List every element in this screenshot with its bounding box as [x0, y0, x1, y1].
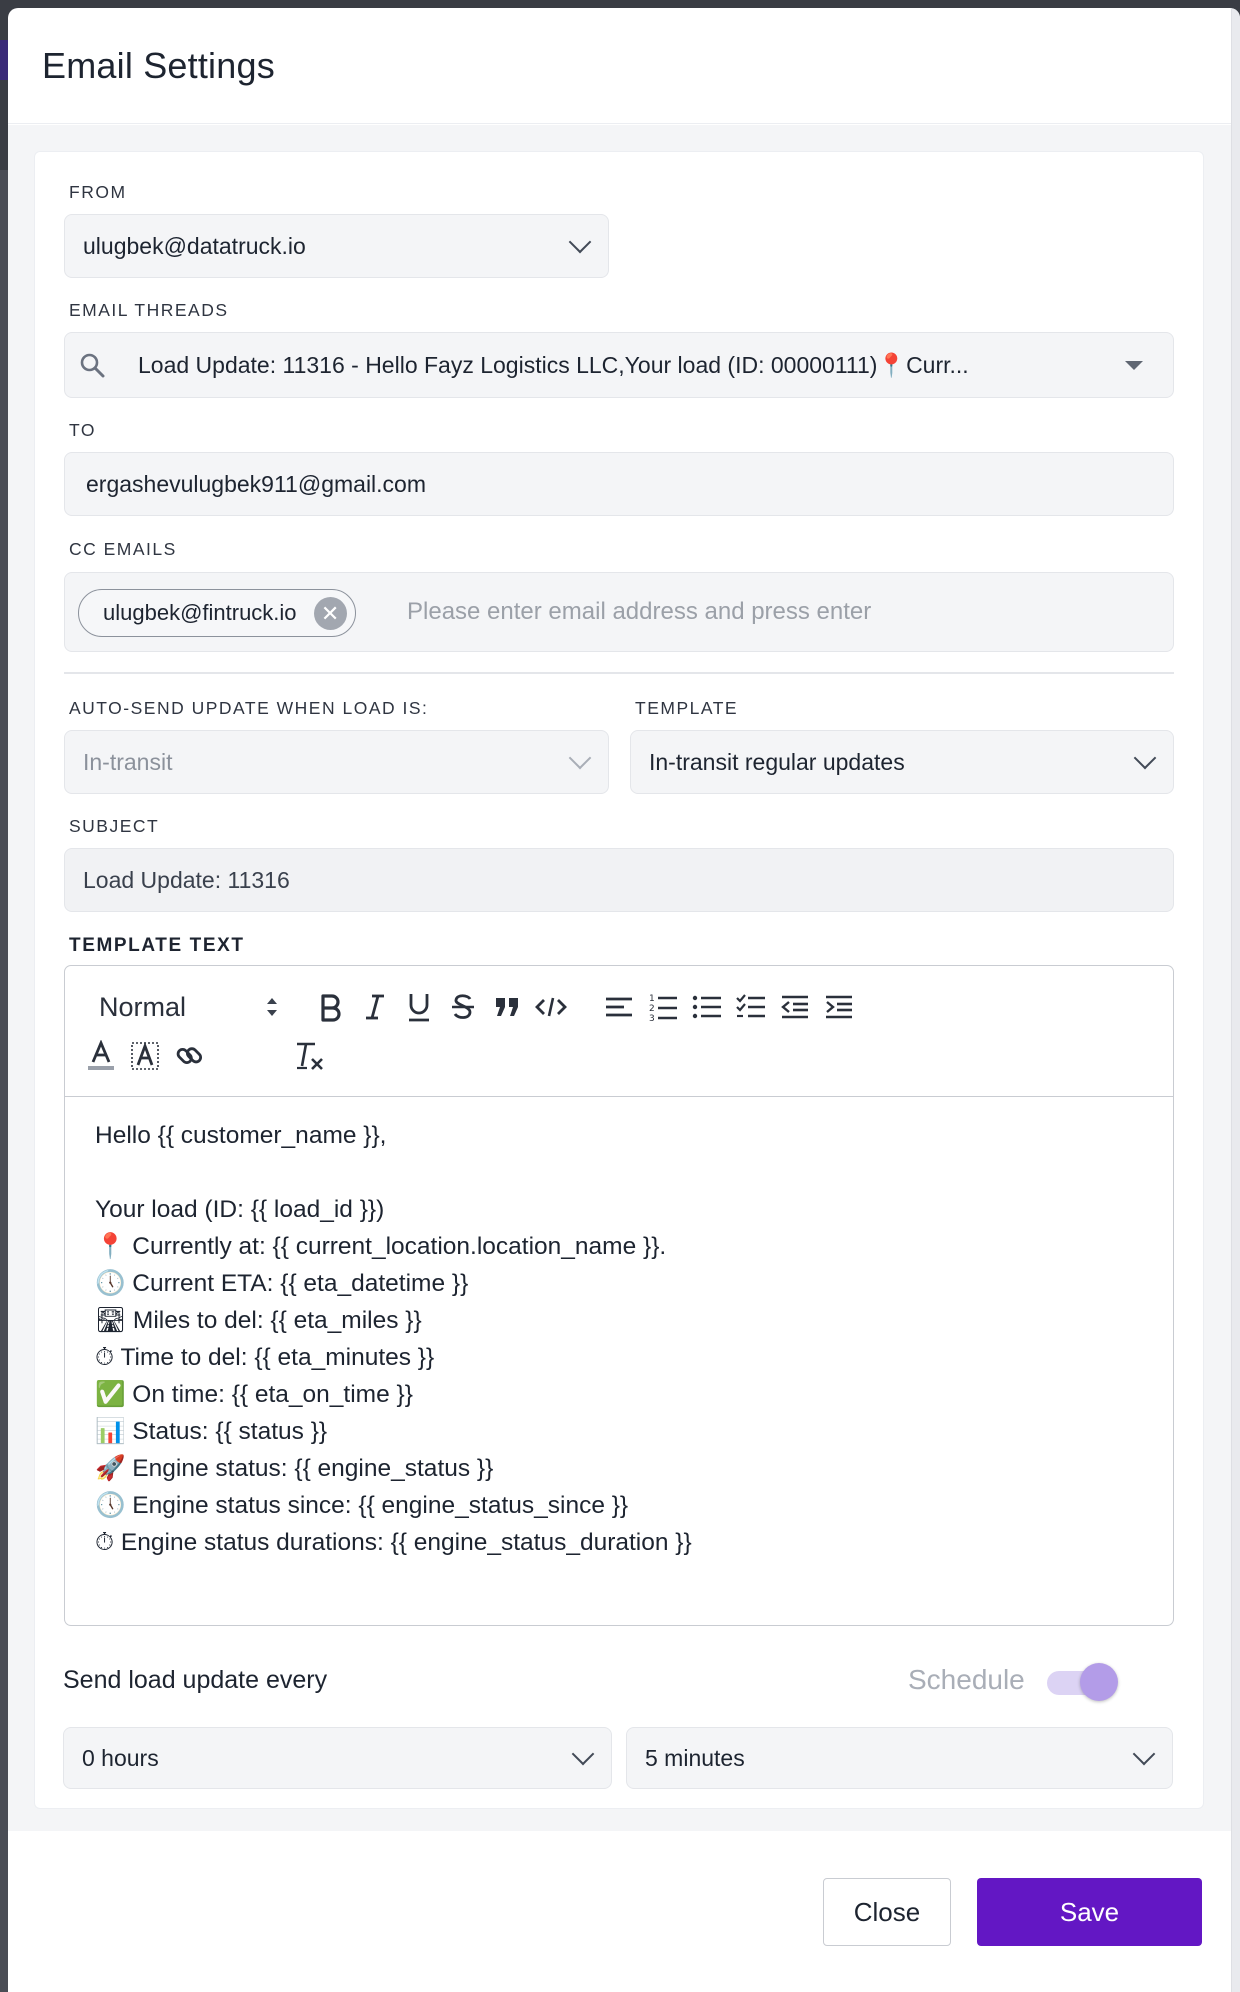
editor-line: 🕔 Engine status since: {{ engine_status_since }} [95, 1492, 629, 1519]
email-threads-label: EMAIL THREADS [69, 300, 229, 320]
clear-formatting-icon[interactable] [289, 1036, 329, 1076]
editor-line: 🛣 Miles to del: {{ eta_miles }} [95, 1307, 422, 1334]
editor-line: ⏱ Time to del: {{ eta_minutes }} [95, 1344, 435, 1371]
email-settings-modal [8, 8, 1240, 1992]
svg-text:2: 2 [649, 1004, 655, 1014]
template-label: TEMPLATE [635, 698, 739, 718]
template-value: In-transit regular updates [649, 748, 905, 775]
save-button[interactable]: Save [977, 1878, 1202, 1946]
from-value: ulugbek@datatruck.io [83, 232, 306, 259]
background-color-icon[interactable] [125, 1036, 165, 1076]
editor-line: 🚀 Engine status: {{ engine_status }} [95, 1455, 494, 1482]
template-text-label: TEMPLATE TEXT [69, 935, 245, 956]
editor-line: Hello {{ customer_name }}, [95, 1122, 387, 1149]
to-input[interactable] [64, 452, 1174, 516]
modal-body [8, 125, 1231, 1831]
bold-icon[interactable] [310, 987, 350, 1027]
schedule-toggle[interactable] [1047, 1663, 1115, 1701]
from-select[interactable] [64, 214, 609, 278]
chevron-down-icon [569, 747, 592, 770]
search-icon [79, 352, 105, 378]
chevron-down-icon [1133, 1743, 1156, 1766]
template-select[interactable] [630, 730, 1174, 794]
scrollbar[interactable] [1231, 8, 1240, 1992]
cc-emails-label: CC EMAILS [69, 539, 177, 559]
caret-down-icon [1125, 361, 1143, 370]
cc-email-input[interactable] [405, 588, 965, 636]
editor-line: 🕔 Current ETA: {{ eta_datetime }} [95, 1270, 469, 1297]
editor-line: ⏱ Engine status durations: {{ engine_status_duration }} [95, 1529, 692, 1556]
code-icon[interactable] [531, 987, 571, 1027]
auto-send-value: In-transit [83, 748, 173, 775]
format-select[interactable] [99, 986, 279, 1028]
modal-title: Email Settings [42, 44, 275, 86]
align-left-icon[interactable] [599, 987, 639, 1027]
settings-card [34, 151, 1204, 1809]
chevron-down-icon [1134, 747, 1157, 770]
italic-icon[interactable] [355, 987, 395, 1027]
sort-updown-icon [265, 994, 279, 1020]
link-icon[interactable] [169, 1036, 209, 1076]
close-button[interactable]: Close [823, 1878, 951, 1946]
cc-email-chip-label: ulugbek@fintruck.io [103, 600, 297, 625]
schedule-label: Schedule [908, 1664, 1025, 1695]
editor-line: ✅ On time: {{ eta_on_time }} [95, 1381, 413, 1408]
auto-send-select[interactable] [64, 730, 609, 794]
cc-email-chip [78, 589, 356, 637]
ordered-list-icon[interactable] [643, 987, 683, 1027]
email-threads-select[interactable] [64, 332, 1174, 398]
hours-value: 0 hours [82, 1744, 159, 1771]
chevron-down-icon [572, 1743, 595, 1766]
from-label: FROM [69, 182, 127, 202]
auto-send-label: AUTO-SEND UPDATE WHEN LOAD IS: [69, 698, 429, 718]
editor-toolbar [64, 965, 1174, 1097]
editor-line: 📍 Currently at: {{ current_location.location_name }}. [95, 1233, 667, 1260]
editor-line [95, 1154, 1143, 1191]
outdent-icon[interactable] [775, 987, 815, 1027]
svg-text:1: 1 [649, 994, 655, 1004]
blockquote-icon[interactable] [487, 987, 527, 1027]
minutes-select[interactable] [626, 1727, 1173, 1789]
indent-icon[interactable] [819, 987, 859, 1027]
subject-input[interactable] [64, 848, 1174, 912]
modal-header [8, 8, 1240, 124]
subject-label: SUBJECT [69, 816, 160, 836]
to-value: ergashevulugbek911@gmail.com [86, 470, 427, 497]
to-label: TO [69, 420, 96, 440]
editor-line: 📊 Status: {{ status }} [95, 1418, 328, 1445]
backdrop-accent [0, 40, 8, 80]
cc-emails-field[interactable] [64, 572, 1174, 652]
remove-chip-icon[interactable]: ✕ [314, 597, 347, 630]
chevron-down-icon [569, 231, 592, 254]
hours-select[interactable] [63, 1727, 612, 1789]
underline-icon[interactable] [399, 987, 439, 1027]
email-threads-value: Load Update: 11316 - Hello Fayz Logistics LLC,Your load (ID: 00000111)📍Curr... [138, 351, 969, 378]
backdrop [0, 170, 8, 1992]
format-value: Normal [99, 991, 187, 1022]
section-divider [64, 672, 1174, 674]
bullet-list-icon[interactable] [687, 987, 727, 1027]
checklist-icon[interactable] [731, 987, 771, 1027]
strikethrough-icon[interactable] [443, 987, 483, 1027]
minutes-value: 5 minutes [645, 1744, 745, 1771]
editor-line: Your load (ID: {{ load_id }}) [95, 1196, 385, 1223]
subject-value: Load Update: 11316 [83, 866, 290, 893]
text-color-icon[interactable] [81, 1036, 121, 1076]
svg-text:3: 3 [649, 1014, 655, 1022]
template-text-editor[interactable] [64, 1097, 1174, 1626]
toggle-knob [1080, 1663, 1118, 1701]
frequency-label: Send load update every [63, 1666, 328, 1694]
